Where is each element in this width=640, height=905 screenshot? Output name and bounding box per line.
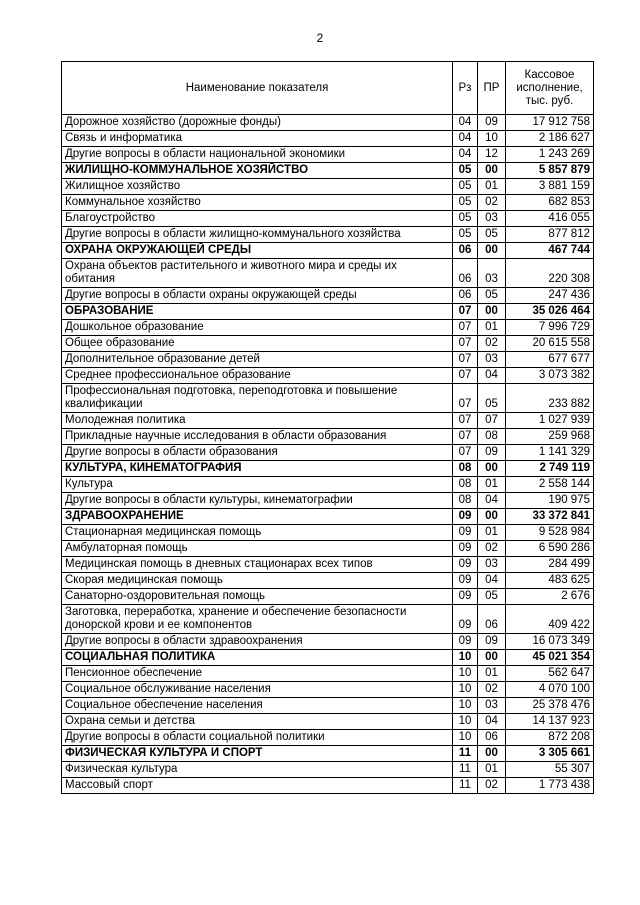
row-pr-cell: 07 xyxy=(478,413,506,429)
row-sum-cell: 682 853 xyxy=(506,195,594,211)
row-rz-cell: 04 xyxy=(453,131,478,147)
row-sum-cell: 1 243 269 xyxy=(506,147,594,163)
row-pr-cell: 05 xyxy=(478,227,506,243)
table-row xyxy=(62,288,594,304)
row-rz-cell: 04 xyxy=(453,147,478,163)
row-pr-cell: 00 xyxy=(478,461,506,477)
header-rz: Рз xyxy=(453,62,478,115)
row-rz-cell: 09 xyxy=(453,605,478,634)
row-name-cell: Амбулаторная помощь xyxy=(62,541,453,557)
row-pr-cell: 02 xyxy=(478,336,506,352)
row-sum-cell: 55 307 xyxy=(506,762,594,778)
row-rz-cell: 10 xyxy=(453,650,478,666)
row-pr-cell: 12 xyxy=(478,147,506,163)
row-name-cell: Среднее профессиональное образование xyxy=(62,368,453,384)
row-pr-cell: 05 xyxy=(478,288,506,304)
row-sum-cell: 3 073 382 xyxy=(506,368,594,384)
row-pr-cell: 03 xyxy=(478,211,506,227)
row-pr-cell: 01 xyxy=(478,762,506,778)
row-pr-cell: 01 xyxy=(478,525,506,541)
table-row xyxy=(62,147,594,163)
row-pr-cell: 01 xyxy=(478,477,506,493)
row-sum-cell: 872 208 xyxy=(506,730,594,746)
row-name-cell: Другие вопросы в области жилищно-коммунального хозяйства xyxy=(62,227,453,243)
row-pr-cell: 01 xyxy=(478,179,506,195)
row-rz-cell: 06 xyxy=(453,288,478,304)
table-row xyxy=(62,589,594,605)
row-pr-cell: 04 xyxy=(478,493,506,509)
row-name-cell: КУЛЬТУРА, КИНЕМАТОГРАФИЯ xyxy=(62,461,453,477)
row-pr-cell: 00 xyxy=(478,163,506,179)
row-rz-cell: 09 xyxy=(453,509,478,525)
row-name-cell: ЗДРАВООХРАНЕНИЕ xyxy=(62,509,453,525)
row-sum-cell: 35 026 464 xyxy=(506,304,594,320)
row-sum-cell: 25 378 476 xyxy=(506,698,594,714)
row-sum-cell: 877 812 xyxy=(506,227,594,243)
row-name-cell: Прикладные научные исследования в области образования xyxy=(62,429,453,445)
row-rz-cell: 05 xyxy=(453,211,478,227)
header-sum: Кассовое исполнение, тыс. руб. xyxy=(506,62,594,115)
section-row xyxy=(62,163,594,179)
row-sum-cell: 220 308 xyxy=(506,259,594,288)
row-pr-cell: 03 xyxy=(478,698,506,714)
row-pr-cell: 09 xyxy=(478,634,506,650)
budget-table xyxy=(61,61,594,794)
row-name-cell: Физическая культура xyxy=(62,762,453,778)
row-sum-cell: 2 676 xyxy=(506,589,594,605)
header-name: Наименование показателя xyxy=(62,62,453,115)
row-name-cell: Другие вопросы в области образования xyxy=(62,445,453,461)
table-header-row xyxy=(62,62,594,115)
row-pr-cell: 00 xyxy=(478,304,506,320)
row-name-cell: Молодежная политика xyxy=(62,413,453,429)
row-name-cell: Дополнительное образование детей xyxy=(62,352,453,368)
row-rz-cell: 09 xyxy=(453,634,478,650)
page-number: 2 xyxy=(316,31,324,45)
row-sum-cell: 17 912 758 xyxy=(506,115,594,131)
row-name-cell: Социальное обеспечение населения xyxy=(62,698,453,714)
row-name-cell: Другие вопросы в области национальной экономики xyxy=(62,147,453,163)
table-row xyxy=(62,762,594,778)
row-sum-cell: 20 615 558 xyxy=(506,336,594,352)
row-rz-cell: 04 xyxy=(453,115,478,131)
row-rz-cell: 08 xyxy=(453,461,478,477)
row-rz-cell: 10 xyxy=(453,666,478,682)
table-row xyxy=(62,666,594,682)
row-name-cell: ФИЗИЧЕСКАЯ КУЛЬТУРА И СПОРТ xyxy=(62,746,453,762)
row-sum-cell: 5 857 879 xyxy=(506,163,594,179)
row-rz-cell: 09 xyxy=(453,573,478,589)
table-row xyxy=(62,384,594,413)
table-row xyxy=(62,211,594,227)
row-sum-cell: 259 968 xyxy=(506,429,594,445)
row-name-cell: Медицинская помощь в дневных стационарах всех типов xyxy=(62,557,453,573)
row-rz-cell: 07 xyxy=(453,304,478,320)
row-rz-cell: 11 xyxy=(453,746,478,762)
row-name-cell: ОХРАНА ОКРУЖАЮЩЕЙ СРЕДЫ xyxy=(62,243,453,259)
row-pr-cell: 06 xyxy=(478,730,506,746)
row-name-cell: Другие вопросы в области социальной политики xyxy=(62,730,453,746)
table-row xyxy=(62,227,594,243)
row-name-cell: Охрана семьи и детства xyxy=(62,714,453,730)
row-sum-cell: 233 882 xyxy=(506,384,594,413)
table-row xyxy=(62,541,594,557)
row-sum-cell: 416 055 xyxy=(506,211,594,227)
row-rz-cell: 06 xyxy=(453,243,478,259)
table-row xyxy=(62,429,594,445)
row-rz-cell: 07 xyxy=(453,384,478,413)
row-rz-cell: 10 xyxy=(453,698,478,714)
table-row xyxy=(62,493,594,509)
row-sum-cell: 33 372 841 xyxy=(506,509,594,525)
row-name-cell: Связь и информатика xyxy=(62,131,453,147)
row-pr-cell: 09 xyxy=(478,115,506,131)
header-pr: ПР xyxy=(478,62,506,115)
row-pr-cell: 02 xyxy=(478,682,506,698)
row-rz-cell: 10 xyxy=(453,714,478,730)
table-row xyxy=(62,336,594,352)
section-row xyxy=(62,509,594,525)
table-row xyxy=(62,557,594,573)
row-rz-cell: 07 xyxy=(453,429,478,445)
row-name-cell: Общее образование xyxy=(62,336,453,352)
row-pr-cell: 01 xyxy=(478,666,506,682)
row-rz-cell: 05 xyxy=(453,179,478,195)
section-row xyxy=(62,461,594,477)
row-name-cell: Другие вопросы в области культуры, кинематографии xyxy=(62,493,453,509)
row-pr-cell: 06 xyxy=(478,605,506,634)
row-sum-cell: 409 422 xyxy=(506,605,594,634)
table-row xyxy=(62,477,594,493)
row-pr-cell: 03 xyxy=(478,557,506,573)
row-sum-cell: 1 141 329 xyxy=(506,445,594,461)
row-name-cell: ОБРАЗОВАНИЕ xyxy=(62,304,453,320)
row-name-cell: СОЦИАЛЬНАЯ ПОЛИТИКА xyxy=(62,650,453,666)
row-pr-cell: 04 xyxy=(478,368,506,384)
row-name-cell: Социальное обслуживание населения xyxy=(62,682,453,698)
row-sum-cell: 9 528 984 xyxy=(506,525,594,541)
row-name-cell: Коммунальное хозяйство xyxy=(62,195,453,211)
row-rz-cell: 05 xyxy=(453,195,478,211)
table-row xyxy=(62,131,594,147)
table-row xyxy=(62,573,594,589)
row-name-cell: ЖИЛИЩНО-КОММУНАЛЬНОЕ ХОЗЯЙСТВО xyxy=(62,163,453,179)
row-rz-cell: 07 xyxy=(453,368,478,384)
row-pr-cell: 00 xyxy=(478,650,506,666)
row-sum-cell: 284 499 xyxy=(506,557,594,573)
table-row xyxy=(62,682,594,698)
row-name-cell: Благоустройство xyxy=(62,211,453,227)
row-pr-cell: 09 xyxy=(478,445,506,461)
table-row xyxy=(62,445,594,461)
row-pr-cell: 05 xyxy=(478,384,506,413)
row-sum-cell: 1 027 939 xyxy=(506,413,594,429)
row-rz-cell: 09 xyxy=(453,541,478,557)
table-row xyxy=(62,714,594,730)
row-name-cell: Заготовка, переработка, хранение и обеспечение безопасности донорской крови и ее компонентов xyxy=(62,605,453,634)
table-row xyxy=(62,115,594,131)
row-name-cell: Дорожное хозяйство (дорожные фонды) xyxy=(62,115,453,131)
row-rz-cell: 09 xyxy=(453,589,478,605)
row-name-cell: Культура xyxy=(62,477,453,493)
row-rz-cell: 10 xyxy=(453,730,478,746)
section-row xyxy=(62,304,594,320)
row-pr-cell: 10 xyxy=(478,131,506,147)
row-sum-cell: 3 305 661 xyxy=(506,746,594,762)
row-rz-cell: 11 xyxy=(453,778,478,794)
row-sum-cell: 4 070 100 xyxy=(506,682,594,698)
row-name-cell: Пенсионное обеспечение xyxy=(62,666,453,682)
row-name-cell: Скорая медицинская помощь xyxy=(62,573,453,589)
row-rz-cell: 07 xyxy=(453,336,478,352)
row-sum-cell: 190 975 xyxy=(506,493,594,509)
table-row xyxy=(62,634,594,650)
table-body xyxy=(62,115,594,794)
row-name-cell: Охрана объектов растительного и животного мира и среды их обитания xyxy=(62,259,453,288)
table-row xyxy=(62,525,594,541)
row-sum-cell: 677 677 xyxy=(506,352,594,368)
table-row xyxy=(62,259,594,288)
row-rz-cell: 07 xyxy=(453,352,478,368)
row-rz-cell: 11 xyxy=(453,762,478,778)
row-name-cell: Другие вопросы в области здравоохранения xyxy=(62,634,453,650)
row-pr-cell: 03 xyxy=(478,352,506,368)
row-name-cell: Другие вопросы в области охраны окружающей среды xyxy=(62,288,453,304)
table-row xyxy=(62,195,594,211)
row-rz-cell: 07 xyxy=(453,445,478,461)
row-rz-cell: 09 xyxy=(453,557,478,573)
section-row xyxy=(62,243,594,259)
table-row xyxy=(62,179,594,195)
row-sum-cell: 2 558 144 xyxy=(506,477,594,493)
row-rz-cell: 09 xyxy=(453,525,478,541)
table-row xyxy=(62,352,594,368)
row-rz-cell: 05 xyxy=(453,227,478,243)
row-sum-cell: 483 625 xyxy=(506,573,594,589)
row-name-cell: Профессиональная подготовка, переподготовка и повышение квалификации xyxy=(62,384,453,413)
row-sum-cell: 14 137 923 xyxy=(506,714,594,730)
row-name-cell: Дошкольное образование xyxy=(62,320,453,336)
row-pr-cell: 05 xyxy=(478,589,506,605)
row-pr-cell: 02 xyxy=(478,541,506,557)
table-row xyxy=(62,778,594,794)
table-row xyxy=(62,413,594,429)
table-row xyxy=(62,698,594,714)
row-sum-cell: 1 773 438 xyxy=(506,778,594,794)
row-sum-cell: 247 436 xyxy=(506,288,594,304)
row-sum-cell: 3 881 159 xyxy=(506,179,594,195)
row-rz-cell: 08 xyxy=(453,477,478,493)
row-rz-cell: 05 xyxy=(453,163,478,179)
row-sum-cell: 2 186 627 xyxy=(506,131,594,147)
row-pr-cell: 02 xyxy=(478,195,506,211)
section-row xyxy=(62,746,594,762)
row-pr-cell: 03 xyxy=(478,259,506,288)
row-name-cell: Стационарная медицинская помощь xyxy=(62,525,453,541)
row-name-cell: Жилищное хозяйство xyxy=(62,179,453,195)
row-sum-cell: 6 590 286 xyxy=(506,541,594,557)
row-pr-cell: 00 xyxy=(478,243,506,259)
row-pr-cell: 00 xyxy=(478,509,506,525)
table-row xyxy=(62,730,594,746)
table-row xyxy=(62,368,594,384)
row-rz-cell: 07 xyxy=(453,413,478,429)
row-pr-cell: 01 xyxy=(478,320,506,336)
row-sum-cell: 562 647 xyxy=(506,666,594,682)
section-row xyxy=(62,650,594,666)
row-pr-cell: 02 xyxy=(478,778,506,794)
row-rz-cell: 07 xyxy=(453,320,478,336)
row-pr-cell: 04 xyxy=(478,714,506,730)
row-name-cell: Санаторно-оздоровительная помощь xyxy=(62,589,453,605)
row-rz-cell: 06 xyxy=(453,259,478,288)
row-sum-cell: 45 021 354 xyxy=(506,650,594,666)
row-pr-cell: 08 xyxy=(478,429,506,445)
row-sum-cell: 467 744 xyxy=(506,243,594,259)
table-row xyxy=(62,320,594,336)
table-row xyxy=(62,605,594,634)
row-sum-cell: 2 749 119 xyxy=(506,461,594,477)
row-rz-cell: 10 xyxy=(453,682,478,698)
row-rz-cell: 08 xyxy=(453,493,478,509)
row-pr-cell: 04 xyxy=(478,573,506,589)
row-sum-cell: 7 996 729 xyxy=(506,320,594,336)
row-sum-cell: 16 073 349 xyxy=(506,634,594,650)
row-pr-cell: 00 xyxy=(478,746,506,762)
row-name-cell: Массовый спорт xyxy=(62,778,453,794)
